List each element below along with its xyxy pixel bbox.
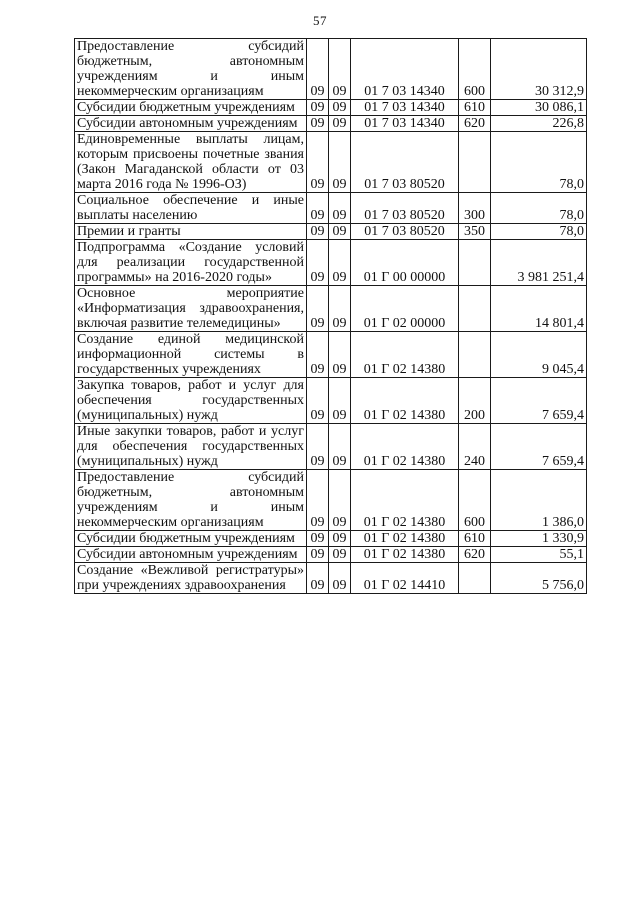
target-article-code: 01 7 03 80520 [351, 193, 459, 224]
item-name: Субсидии автономным учреждениям [75, 116, 307, 132]
amount: 30 086,1 [491, 100, 587, 116]
section-code: 09 [307, 116, 329, 132]
amount: 7 659,4 [491, 424, 587, 470]
section-code: 09 [307, 39, 329, 100]
section-code: 09 [307, 531, 329, 547]
expense-type-code: 240 [459, 424, 491, 470]
expense-type-code [459, 132, 491, 193]
expense-type-code: 620 [459, 116, 491, 132]
expense-type-code: 350 [459, 224, 491, 240]
target-article-code: 01 Г 02 14380 [351, 547, 459, 563]
subsection-code: 09 [329, 563, 351, 594]
subsection-code: 09 [329, 193, 351, 224]
target-article-code: 01 Г 02 00000 [351, 286, 459, 332]
subsection-code: 09 [329, 547, 351, 563]
expense-type-code [459, 286, 491, 332]
amount: 78,0 [491, 193, 587, 224]
target-article-code: 01 Г 02 14380 [351, 378, 459, 424]
table-row [75, 470, 587, 531]
table-row [75, 224, 587, 240]
section-code: 09 [307, 470, 329, 531]
amount: 5 756,0 [491, 563, 587, 594]
subsection-code: 09 [329, 240, 351, 286]
item-name: Предоставление субсидий бюджетным, автономным учреждениям и иным некоммерческим организациям [75, 39, 307, 100]
item-name: Создание «Вежливой регистратуры» при учреждениях здравоохранения [75, 563, 307, 594]
expense-type-code [459, 563, 491, 594]
target-article-code: 01 7 03 80520 [351, 132, 459, 193]
target-article-code: 01 7 03 80520 [351, 224, 459, 240]
subsection-code: 09 [329, 132, 351, 193]
subsection-code: 09 [329, 39, 351, 100]
table-row [75, 378, 587, 424]
target-article-code: 01 Г 02 14380 [351, 332, 459, 378]
item-name: Закупка товаров, работ и услуг для обеспечения государственных (муниципальных) нужд [75, 378, 307, 424]
section-code: 09 [307, 224, 329, 240]
subsection-code: 09 [329, 100, 351, 116]
expense-type-code [459, 332, 491, 378]
amount: 30 312,9 [491, 39, 587, 100]
section-code: 09 [307, 378, 329, 424]
item-name: Создание единой медицинской информационной системы в государственных учреждениях [75, 332, 307, 378]
table-row [75, 193, 587, 224]
expense-type-code: 600 [459, 39, 491, 100]
table-row [75, 100, 587, 116]
expense-type-code: 610 [459, 100, 491, 116]
item-name: Подпрограмма «Создание условий для реализации государственной программы» на 2016-2020 годы» [75, 240, 307, 286]
section-code: 09 [307, 424, 329, 470]
item-name: Субсидии автономным учреждениям [75, 547, 307, 563]
target-article-code: 01 7 03 14340 [351, 116, 459, 132]
amount: 3 981 251,4 [491, 240, 587, 286]
budget-table-body [75, 39, 587, 594]
section-code: 09 [307, 563, 329, 594]
target-article-code: 01 Г 02 14380 [351, 531, 459, 547]
expense-type-code: 610 [459, 531, 491, 547]
target-article-code: 01 7 03 14340 [351, 100, 459, 116]
item-name: Социальное обеспечение и иные выплаты населению [75, 193, 307, 224]
section-code: 09 [307, 193, 329, 224]
amount: 14 801,4 [491, 286, 587, 332]
amount: 1 330,9 [491, 531, 587, 547]
amount: 1 386,0 [491, 470, 587, 531]
expense-type-code: 300 [459, 193, 491, 224]
table-row [75, 116, 587, 132]
amount: 78,0 [491, 224, 587, 240]
target-article-code: 01 Г 00 00000 [351, 240, 459, 286]
table-row [75, 424, 587, 470]
expense-type-code [459, 240, 491, 286]
subsection-code: 09 [329, 224, 351, 240]
target-article-code: 01 Г 02 14380 [351, 470, 459, 531]
table-row [75, 332, 587, 378]
expense-type-code: 620 [459, 547, 491, 563]
table-row [75, 286, 587, 332]
amount: 226,8 [491, 116, 587, 132]
table-row [75, 563, 587, 594]
subsection-code: 09 [329, 424, 351, 470]
item-name: Основное мероприятие «Информатизация здравоохранения, включая развитие телемедицины» [75, 286, 307, 332]
section-code: 09 [307, 332, 329, 378]
expense-type-code: 200 [459, 378, 491, 424]
table-row [75, 39, 587, 100]
item-name: Премии и гранты [75, 224, 307, 240]
amount: 7 659,4 [491, 378, 587, 424]
subsection-code: 09 [329, 116, 351, 132]
item-name: Иные закупки товаров, работ и услуг для обеспечения государственных (муниципальных) нужд [75, 424, 307, 470]
subsection-code: 09 [329, 332, 351, 378]
section-code: 09 [307, 547, 329, 563]
budget-table [74, 38, 587, 594]
section-code: 09 [307, 240, 329, 286]
table-row [75, 531, 587, 547]
subsection-code: 09 [329, 286, 351, 332]
target-article-code: 01 7 03 14340 [351, 39, 459, 100]
expense-type-code: 600 [459, 470, 491, 531]
amount: 78,0 [491, 132, 587, 193]
section-code: 09 [307, 286, 329, 332]
section-code: 09 [307, 100, 329, 116]
subsection-code: 09 [329, 531, 351, 547]
amount: 55,1 [491, 547, 587, 563]
item-name: Единовременные выплаты лицам, которым присвоены почетные звания (Закон Магаданской области от 03 марта 2016 года № 1996-ОЗ) [75, 132, 307, 193]
target-article-code: 01 Г 02 14410 [351, 563, 459, 594]
item-name: Субсидии бюджетным учреждениям [75, 531, 307, 547]
item-name: Субсидии бюджетным учреждениям [75, 100, 307, 116]
table-row [75, 240, 587, 286]
subsection-code: 09 [329, 470, 351, 531]
item-name: Предоставление субсидий бюджетным, автономным учреждениям и иным некоммерческим организациям [75, 470, 307, 531]
table-row [75, 132, 587, 193]
amount: 9 045,4 [491, 332, 587, 378]
target-article-code: 01 Г 02 14380 [351, 424, 459, 470]
table-row [75, 547, 587, 563]
section-code: 09 [307, 132, 329, 193]
page-number: 57 [313, 13, 327, 28]
subsection-code: 09 [329, 378, 351, 424]
